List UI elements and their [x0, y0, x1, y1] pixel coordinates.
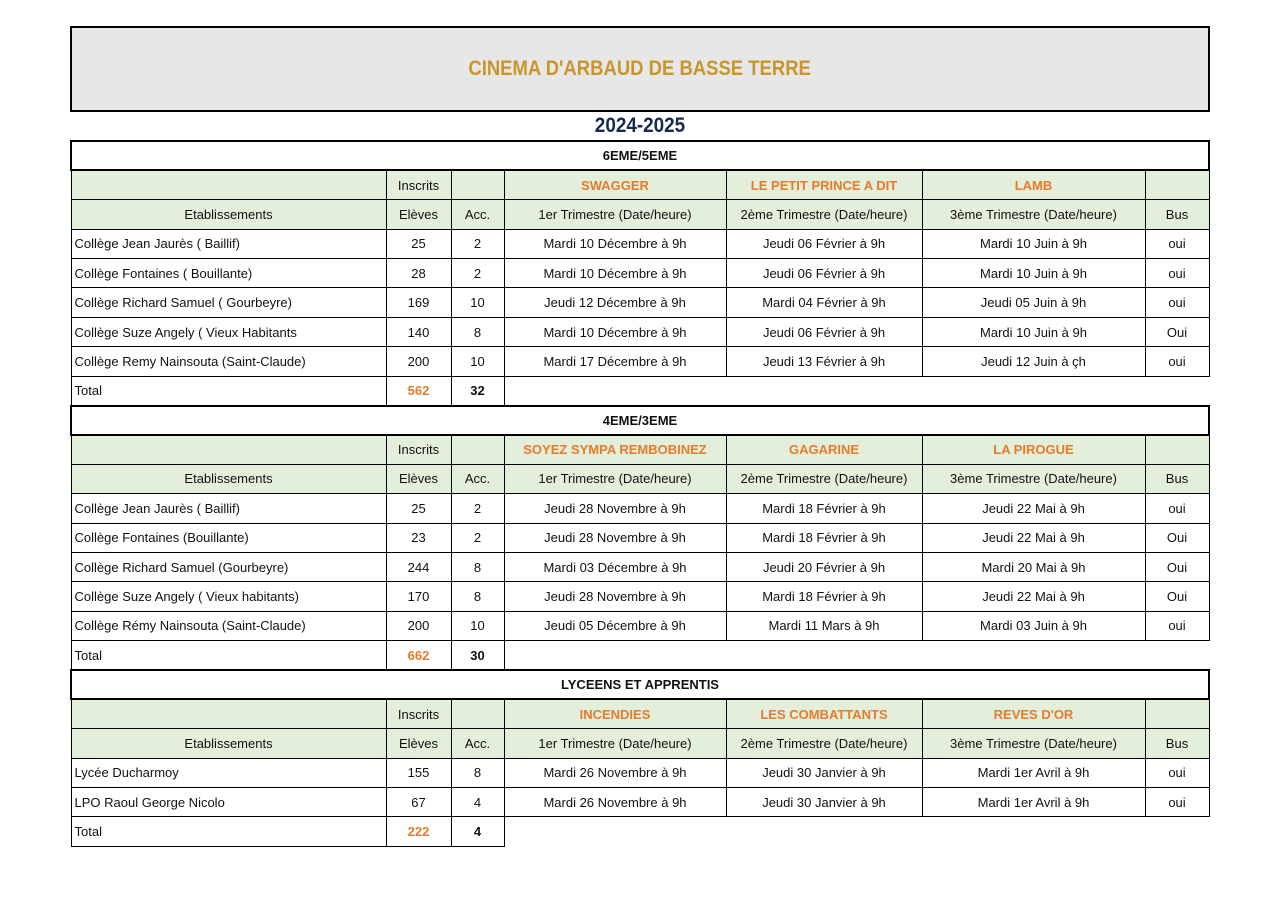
eleves-header: Elèves: [386, 200, 451, 229]
t1-cell: Mardi 26 Novembre à 9h: [504, 788, 726, 817]
t2-cell: Jeudi 06 Février à 9h: [726, 317, 922, 346]
acc-cell: 10: [451, 611, 504, 640]
acc-cell: 2: [451, 523, 504, 552]
total-row: [71, 376, 1209, 405]
etablissements-header: Etablissements: [71, 729, 386, 758]
t1-cell: Mardi 10 Décembre à 9h: [504, 259, 726, 288]
film-title-t2: GAGARINE: [726, 435, 922, 464]
t3-cell: Jeudi 22 Mai à 9h: [922, 523, 1145, 552]
total-spacer: [504, 641, 1209, 670]
etablissement-cell: Collège Richard Samuel ( Gourbeyre): [71, 288, 386, 317]
t3-header: 3ème Trimestre (Date/heure): [922, 200, 1145, 229]
eleves-cell: 155: [386, 758, 451, 787]
etablissement-cell: Collège Fontaines ( Bouillante): [71, 259, 386, 288]
bus-header: Bus: [1145, 729, 1209, 758]
t1-header: 1er Trimestre (Date/heure): [504, 200, 726, 229]
t1-header: 1er Trimestre (Date/heure): [504, 464, 726, 493]
table-row: [71, 288, 1209, 317]
acc-header: Acc.: [451, 200, 504, 229]
table-row: [71, 494, 1209, 523]
table-row: [71, 523, 1209, 552]
t2-cell: Jeudi 30 Janvier à 9h: [726, 788, 922, 817]
t3-cell: Mardi 03 Juin à 9h: [922, 611, 1145, 640]
total-eleves: 222: [386, 817, 451, 846]
t3-cell: Jeudi 05 Juin à 9h: [922, 288, 1145, 317]
inscrits-header: Inscrits: [386, 699, 451, 728]
acc-cell: 10: [451, 288, 504, 317]
etablissement-cell: LPO Raoul George Nicolo: [71, 788, 386, 817]
section-header-row: [71, 141, 1209, 170]
film-title-t2: LES COMBATTANTS: [726, 699, 922, 728]
t2-cell: Jeudi 06 Février à 9h: [726, 259, 922, 288]
eleves-header: Elèves: [386, 729, 451, 758]
acc-header-blank: [451, 435, 504, 464]
etablissement-cell: Collège Jean Jaurès ( Baillif): [71, 494, 386, 523]
table-row: [71, 347, 1209, 376]
total-row: [71, 641, 1209, 670]
t2-header: 2ème Trimestre (Date/heure): [726, 729, 922, 758]
etablissement-cell: Collège Richard Samuel (Gourbeyre): [71, 552, 386, 581]
etablissement-cell: Lycée Ducharmoy: [71, 758, 386, 787]
section-header-row: [71, 406, 1209, 435]
t1-header: 1er Trimestre (Date/heure): [504, 729, 726, 758]
inscrits-header: Inscrits: [386, 170, 451, 199]
eleves-cell: 244: [386, 552, 451, 581]
section-title: 4EME/3EME: [71, 406, 1209, 435]
total-row: [71, 817, 1209, 846]
bus-cell: oui: [1145, 288, 1209, 317]
bus-header-blank: [1145, 435, 1209, 464]
bus-cell: oui: [1145, 347, 1209, 376]
total-eleves: 562: [386, 376, 451, 405]
eleves-cell: 67: [386, 788, 451, 817]
bus-cell: oui: [1145, 611, 1209, 640]
t3-header: 3ème Trimestre (Date/heure): [922, 464, 1145, 493]
t3-cell: Jeudi 22 Mai à 9h: [922, 582, 1145, 611]
eleves-cell: 170: [386, 582, 451, 611]
t2-cell: Jeudi 20 Février à 9h: [726, 552, 922, 581]
column-header-row: [71, 729, 1209, 758]
table-row: [71, 229, 1209, 258]
total-acc: 30: [451, 641, 504, 670]
etablissement-cell: Collège Rémy Nainsouta (Saint-Claude): [71, 611, 386, 640]
t3-cell: Mardi 10 Juin à 9h: [922, 317, 1145, 346]
eleves-cell: 25: [386, 229, 451, 258]
t1-cell: Jeudi 05 Décembre à 9h: [504, 611, 726, 640]
t2-cell: Jeudi 06 Février à 9h: [726, 229, 922, 258]
bus-cell: oui: [1145, 788, 1209, 817]
t1-cell: Mardi 10 Décembre à 9h: [504, 229, 726, 258]
t1-cell: Jeudi 28 Novembre à 9h: [504, 523, 726, 552]
total-label: Total: [71, 817, 386, 846]
bus-cell: oui: [1145, 229, 1209, 258]
table-row: [71, 259, 1209, 288]
etablissement-cell: Collège Remy Nainsouta (Saint-Claude): [71, 347, 386, 376]
acc-cell: 4: [451, 788, 504, 817]
film-title-t1: INCENDIES: [504, 699, 726, 728]
t3-cell: Mardi 1er Avril à 9h: [922, 788, 1145, 817]
table-row: [71, 317, 1209, 346]
t3-cell: Mardi 10 Juin à 9h: [922, 229, 1145, 258]
total-eleves: 662: [386, 641, 451, 670]
t3-cell: Jeudi 12 Juin à çh: [922, 347, 1145, 376]
bus-cell: Oui: [1145, 552, 1209, 581]
column-header-row: [71, 200, 1209, 229]
total-spacer: [504, 817, 1209, 846]
t3-cell: Mardi 1er Avril à 9h: [922, 758, 1145, 787]
column-header-row: [71, 464, 1209, 493]
bus-cell: oui: [1145, 494, 1209, 523]
t2-header: 2ème Trimestre (Date/heure): [726, 464, 922, 493]
total-acc: 4: [451, 817, 504, 846]
bus-cell: oui: [1145, 758, 1209, 787]
t3-header: 3ème Trimestre (Date/heure): [922, 729, 1145, 758]
t2-cell: Mardi 18 Février à 9h: [726, 494, 922, 523]
total-label: Total: [71, 641, 386, 670]
film-title-t2: LE PETIT PRINCE A DIT: [726, 170, 922, 199]
acc-cell: 8: [451, 582, 504, 611]
t2-cell: Mardi 11 Mars à 9h: [726, 611, 922, 640]
t1-cell: Mardi 03 Décembre à 9h: [504, 552, 726, 581]
bus-header: Bus: [1145, 200, 1209, 229]
film-header-blank: [71, 170, 386, 199]
bus-header-blank: [1145, 699, 1209, 728]
t2-cell: Mardi 18 Février à 9h: [726, 523, 922, 552]
acc-cell: 2: [451, 229, 504, 258]
title-banner: [70, 26, 1210, 112]
school-year: 2024-2025: [594, 114, 686, 137]
film-title-t1: SOYEZ SYMPA REMBOBINEZ: [504, 435, 726, 464]
film-header-row: [71, 435, 1209, 464]
film-title-t3: REVES D'OR: [922, 699, 1145, 728]
film-header-blank: [71, 699, 386, 728]
t1-cell: Jeudi 12 Décembre à 9h: [504, 288, 726, 317]
bus-cell: Oui: [1145, 523, 1209, 552]
film-header-row: [71, 699, 1209, 728]
eleves-cell: 200: [386, 347, 451, 376]
acc-header-blank: [451, 170, 504, 199]
t2-cell: Mardi 18 Février à 9h: [726, 582, 922, 611]
film-title-t3: LAMB: [922, 170, 1145, 199]
eleves-cell: 169: [386, 288, 451, 317]
t2-cell: Jeudi 13 Février à 9h: [726, 347, 922, 376]
t1-cell: Jeudi 28 Novembre à 9h: [504, 582, 726, 611]
etablissements-header: Etablissements: [71, 200, 386, 229]
acc-cell: 2: [451, 259, 504, 288]
eleves-header: Elèves: [386, 464, 451, 493]
t1-cell: Mardi 17 Décembre à 9h: [504, 347, 726, 376]
film-title-t3: LA PIROGUE: [922, 435, 1145, 464]
table-row: [71, 582, 1209, 611]
t1-cell: Mardi 26 Novembre à 9h: [504, 758, 726, 787]
section-title: LYCEENS ET APPRENTIS: [71, 670, 1209, 699]
bus-header-blank: [1145, 170, 1209, 199]
acc-cell: 8: [451, 317, 504, 346]
bus-cell: Oui: [1145, 317, 1209, 346]
table-row: [71, 758, 1209, 787]
eleves-cell: 140: [386, 317, 451, 346]
inscrits-header: Inscrits: [386, 435, 451, 464]
t2-cell: Mardi 04 Février à 9h: [726, 288, 922, 317]
eleves-cell: 28: [386, 259, 451, 288]
t2-cell: Jeudi 30 Janvier à 9h: [726, 758, 922, 787]
bus-cell: oui: [1145, 259, 1209, 288]
t3-cell: Mardi 10 Juin à 9h: [922, 259, 1145, 288]
table-row: [71, 788, 1209, 817]
page-title: CINEMA D'ARBAUD DE BASSE TERRE: [468, 57, 812, 80]
film-header-blank: [71, 435, 386, 464]
schedule-table: [70, 140, 1210, 847]
eleves-cell: 200: [386, 611, 451, 640]
etablissement-cell: Collège Jean Jaurès ( Baillif): [71, 229, 386, 258]
section-title: 6EME/5EME: [71, 141, 1209, 170]
acc-cell: 8: [451, 552, 504, 581]
etablissement-cell: Collège Suze Angely ( Vieux Habitants: [71, 317, 386, 346]
acc-cell: 10: [451, 347, 504, 376]
total-label: Total: [71, 376, 386, 405]
bus-cell: Oui: [1145, 582, 1209, 611]
acc-header-blank: [451, 699, 504, 728]
bus-header: Bus: [1145, 464, 1209, 493]
acc-header: Acc.: [451, 729, 504, 758]
t1-cell: Jeudi 28 Novembre à 9h: [504, 494, 726, 523]
etablissement-cell: Collège Fontaines (Bouillante): [71, 523, 386, 552]
eleves-cell: 23: [386, 523, 451, 552]
table-row: [71, 552, 1209, 581]
etablissement-cell: Collège Suze Angely ( Vieux habitants): [71, 582, 386, 611]
total-spacer: [504, 376, 1209, 405]
acc-header: Acc.: [451, 464, 504, 493]
section-header-row: [71, 670, 1209, 699]
film-title-t1: SWAGGER: [504, 170, 726, 199]
t3-cell: Jeudi 22 Mai à 9h: [922, 494, 1145, 523]
etablissements-header: Etablissements: [71, 464, 386, 493]
eleves-cell: 25: [386, 494, 451, 523]
acc-cell: 2: [451, 494, 504, 523]
total-acc: 32: [451, 376, 504, 405]
t2-header: 2ème Trimestre (Date/heure): [726, 200, 922, 229]
film-header-row: [71, 170, 1209, 199]
t3-cell: Mardi 20 Mai à 9h: [922, 552, 1145, 581]
t1-cell: Mardi 10 Décembre à 9h: [504, 317, 726, 346]
table-row: [71, 611, 1209, 640]
acc-cell: 8: [451, 758, 504, 787]
